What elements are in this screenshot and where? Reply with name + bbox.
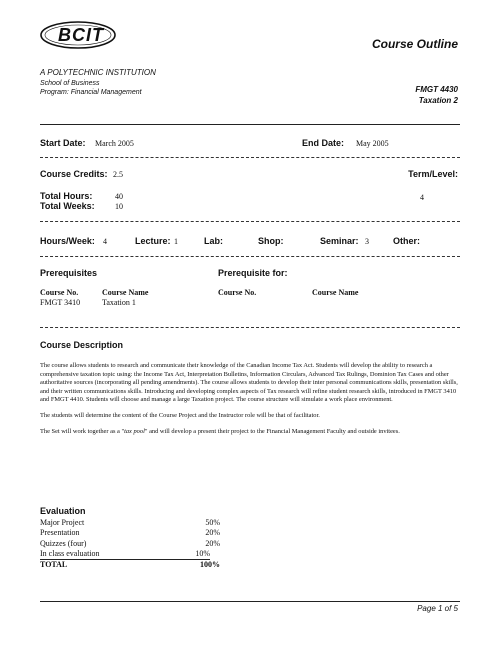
total-weeks-value: 10 (115, 202, 123, 211)
doc-title: Course Outline (371, 37, 458, 51)
credits-label: Course Credits: (40, 169, 108, 179)
prereq-row-no: FMGT 3410 (40, 298, 81, 307)
eval-label: Quizzes (four) (40, 538, 87, 548)
evaluation-table (40, 518, 220, 570)
end-date-value: May 2005 (356, 139, 389, 148)
description-para-3 (40, 428, 460, 437)
total-hours-value: 40 (115, 192, 123, 201)
para3-start: The Set will work together as a " (40, 427, 125, 435)
prereq-for-col-name: Course Name (312, 288, 359, 297)
course-code: FMGT 4430 (415, 85, 458, 94)
divider (40, 124, 460, 125)
program: Program: Financial Management (40, 89, 142, 96)
school: School of Business (40, 80, 100, 87)
para3-end: " and will develop a present their project to the Financial Management Faculty and outside invitees. (144, 427, 400, 435)
prerequisites-title: Prerequisites (40, 268, 98, 278)
divider (40, 221, 460, 222)
lab-label: Lab: (204, 236, 223, 246)
evaluation-row (40, 518, 220, 528)
eval-label: Presentation (40, 528, 80, 538)
total-weeks-label: Total Weeks: (40, 201, 95, 211)
credits-value: 2.5 (113, 170, 123, 179)
description-para-1: The course allows students to research and communicate their knowledge of the Canadian Income Tax Act. Students will develop the ability to research a comprehensive taxation topic using: the Income Tax Act, Interpretation Bulletins, Information Circulars, Advanced Tax Rulings, Dominion Tax Cases and other authoritative sources (incorporating all pending amendments). The course allows students to develop their inter personal communications skills, presentation skills, and their written communications skills. Introducing and developing complex aspects of Tax research will refine student research skills, introduced in FMGT 3410 and FMGT 4410. Students will choose and manage a large Taxation project. The course structure will simulate a work place environment. (40, 362, 458, 404)
prereq-row-name: Taxation 1 (102, 298, 136, 307)
prereq-for-col-no: Course No. (218, 288, 257, 297)
eval-value: 10% (195, 548, 210, 558)
prereq-col-no: Course No. (40, 288, 79, 297)
term-value: 4 (420, 193, 424, 202)
term-label: Term/Level: (408, 169, 458, 179)
eval-value: 20% (205, 528, 220, 538)
eval-label: Major Project (40, 518, 85, 527)
course-name: Taxation 2 (418, 96, 458, 105)
divider (40, 256, 460, 257)
logo-text: BCIT (58, 25, 104, 45)
para3-emphasis: tax pool (124, 427, 145, 435)
seminar-label: Seminar: (320, 236, 359, 246)
divider (40, 327, 460, 328)
evaluation-total-row (40, 560, 220, 570)
start-date-value: March 2005 (95, 139, 134, 148)
other-label: Other: (393, 236, 420, 246)
eval-value: 50% (205, 518, 220, 527)
evaluation-row (40, 549, 210, 560)
eval-value: 20% (205, 538, 220, 548)
eval-total-value: 100% (200, 560, 220, 570)
eval-total-label: TOTAL (40, 560, 68, 570)
description-title: Course Description (40, 340, 124, 350)
bcit-logo (38, 18, 118, 52)
prereq-col-name: Course Name (102, 288, 149, 297)
evaluation-row (40, 528, 220, 538)
prerequisite-for-title: Prerequisite for: (218, 268, 288, 278)
evaluation-title: Evaluation (40, 506, 86, 516)
lecture-label: Lecture: (135, 236, 171, 246)
footer-divider (40, 601, 460, 602)
description-body (40, 362, 460, 443)
end-date-label: End Date: (302, 138, 345, 148)
total-hours-label: Total Hours: (40, 191, 93, 201)
description-para-2: The students will determine the content of the Course Project and the Instructor role will be that of facilitator. (40, 411, 320, 419)
evaluation-row (40, 539, 220, 549)
eval-label: In class evaluation (40, 548, 100, 558)
page-number: Page 1 of 5 (417, 604, 458, 613)
shop-label: Shop: (258, 236, 284, 246)
divider (40, 157, 460, 158)
hours-week-value: 4 (103, 237, 107, 246)
seminar-value: 3 (365, 237, 369, 246)
institution: A POLYTECHNIC INSTITUTION (40, 68, 156, 77)
start-date-label: Start Date: (40, 138, 86, 148)
lecture-value: 1 (174, 237, 178, 246)
hours-week-label: Hours/Week: (40, 236, 95, 246)
